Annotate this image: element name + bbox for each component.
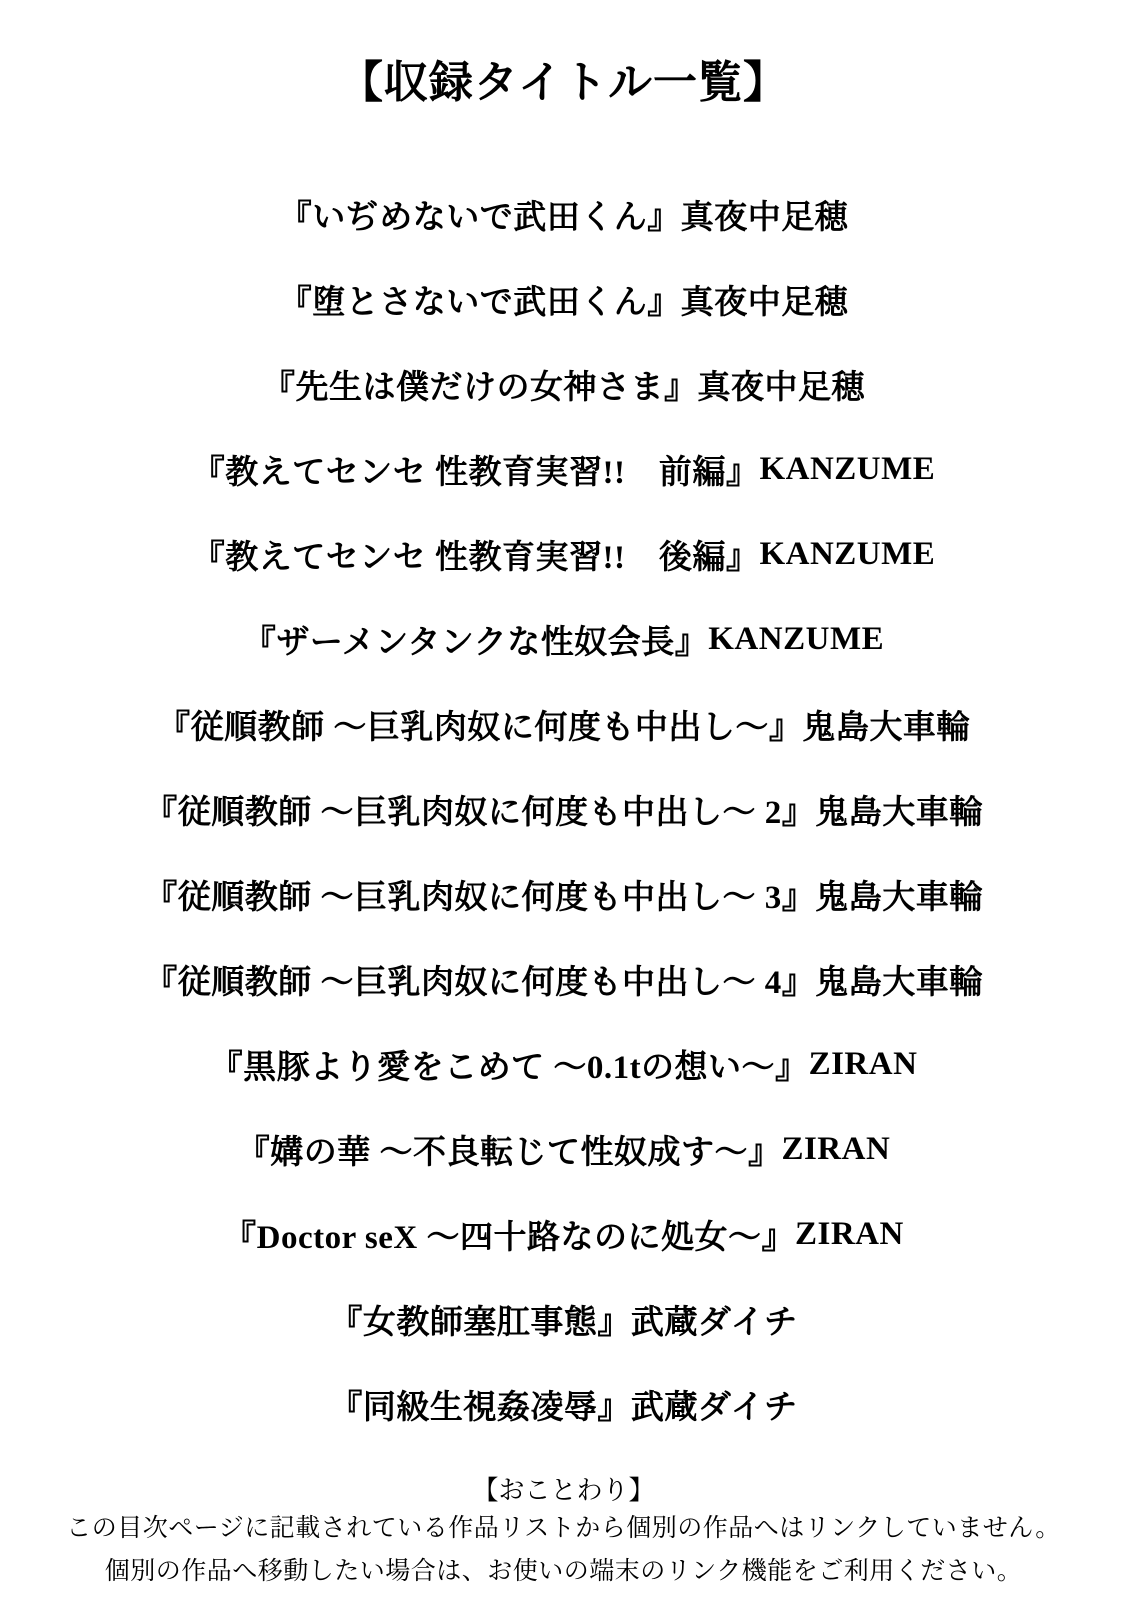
work-author: ZIRAN xyxy=(781,1131,891,1168)
page-title: 【収録タイトル一覧】 xyxy=(338,58,789,107)
work-author: ZIRAN xyxy=(808,1046,918,1083)
work-title: 『同級生視姦凌辱』 xyxy=(329,1390,631,1427)
disclaimer-heading: 【おことわり】 xyxy=(472,1475,655,1506)
work-title: 『従順教師 ～巨乳肉奴に何度も中出し～ 3』 xyxy=(144,880,816,917)
toc-item xyxy=(243,597,884,682)
toc-item xyxy=(329,1277,797,1362)
work-title: 『教えてセンセ 性教育実習!! 後編』 xyxy=(191,540,760,577)
toc-item xyxy=(192,512,936,597)
toc-item xyxy=(144,852,983,937)
work-title: 『堕とさないで武田くん』 xyxy=(278,285,681,322)
toc-item xyxy=(237,1107,891,1192)
toc-item xyxy=(279,172,849,257)
work-author: 鬼島大車輪 xyxy=(802,710,970,747)
toc-item xyxy=(223,1192,904,1277)
work-author: 鬼島大車輪 xyxy=(815,795,983,832)
work-title: 『従順教師 ～巨乳肉奴に何度も中出し～ 2』 xyxy=(144,795,816,832)
work-title: 『黒豚より愛をこめて ～0.1tの想い～』 xyxy=(209,1050,809,1087)
toc-item xyxy=(144,937,983,1022)
work-author: 武蔵ダイチ xyxy=(630,1305,798,1342)
work-author: 真夜中足穂 xyxy=(680,200,849,237)
toc-item xyxy=(144,767,983,852)
work-author: KANZUME xyxy=(759,536,936,573)
work-title: 『従順教師 ～巨乳肉奴に何度も中出し～ 4』 xyxy=(144,965,816,1002)
work-author: 武蔵ダイチ xyxy=(630,1390,798,1427)
toc-item xyxy=(329,1362,797,1447)
work-author: 真夜中足穂 xyxy=(697,370,865,407)
work-author: 鬼島大車輪 xyxy=(815,880,983,917)
disclaimer-line-1: この目次ページに記載されている作品リストから個別の作品へはリンクしていません。 xyxy=(66,1514,1061,1543)
work-author: 真夜中足穂 xyxy=(680,285,849,322)
work-title: 『いぢめないで武田くん』 xyxy=(278,200,681,237)
work-title: 『教えてセンセ 性教育実習!! 前編』 xyxy=(191,455,760,492)
toc-item xyxy=(192,427,936,512)
disclaimer-line-2: 個別の作品へ移動したい場合は、お使いの端末のリンク機能をご利用ください。 xyxy=(104,1557,1023,1586)
toc-item xyxy=(279,257,849,342)
work-title: 『従順教師 ～巨乳肉奴に何度も中出し～』 xyxy=(157,710,803,747)
work-title: 『先生は僕だけの女神さま』 xyxy=(262,370,698,407)
work-title: 『女教師塞肛事態』 xyxy=(329,1305,631,1342)
toc-item xyxy=(210,1022,918,1107)
work-author: 鬼島大車輪 xyxy=(815,965,983,1002)
toc-list xyxy=(0,172,1127,1447)
toc-item xyxy=(262,342,865,427)
work-title: 『Doctor seX ～四十路なのに処女～』 xyxy=(223,1220,795,1257)
disclaimer-section xyxy=(0,1473,1127,1593)
work-author: KANZUME xyxy=(759,451,936,488)
work-author: ZIRAN xyxy=(794,1216,904,1253)
work-title: 『媾の華 ～不良転じて性奴成す～』 xyxy=(236,1135,782,1172)
work-title: 『ザーメンタンクな性奴会長』 xyxy=(242,625,709,662)
work-author: KANZUME xyxy=(708,621,885,658)
toc-item xyxy=(157,682,970,767)
